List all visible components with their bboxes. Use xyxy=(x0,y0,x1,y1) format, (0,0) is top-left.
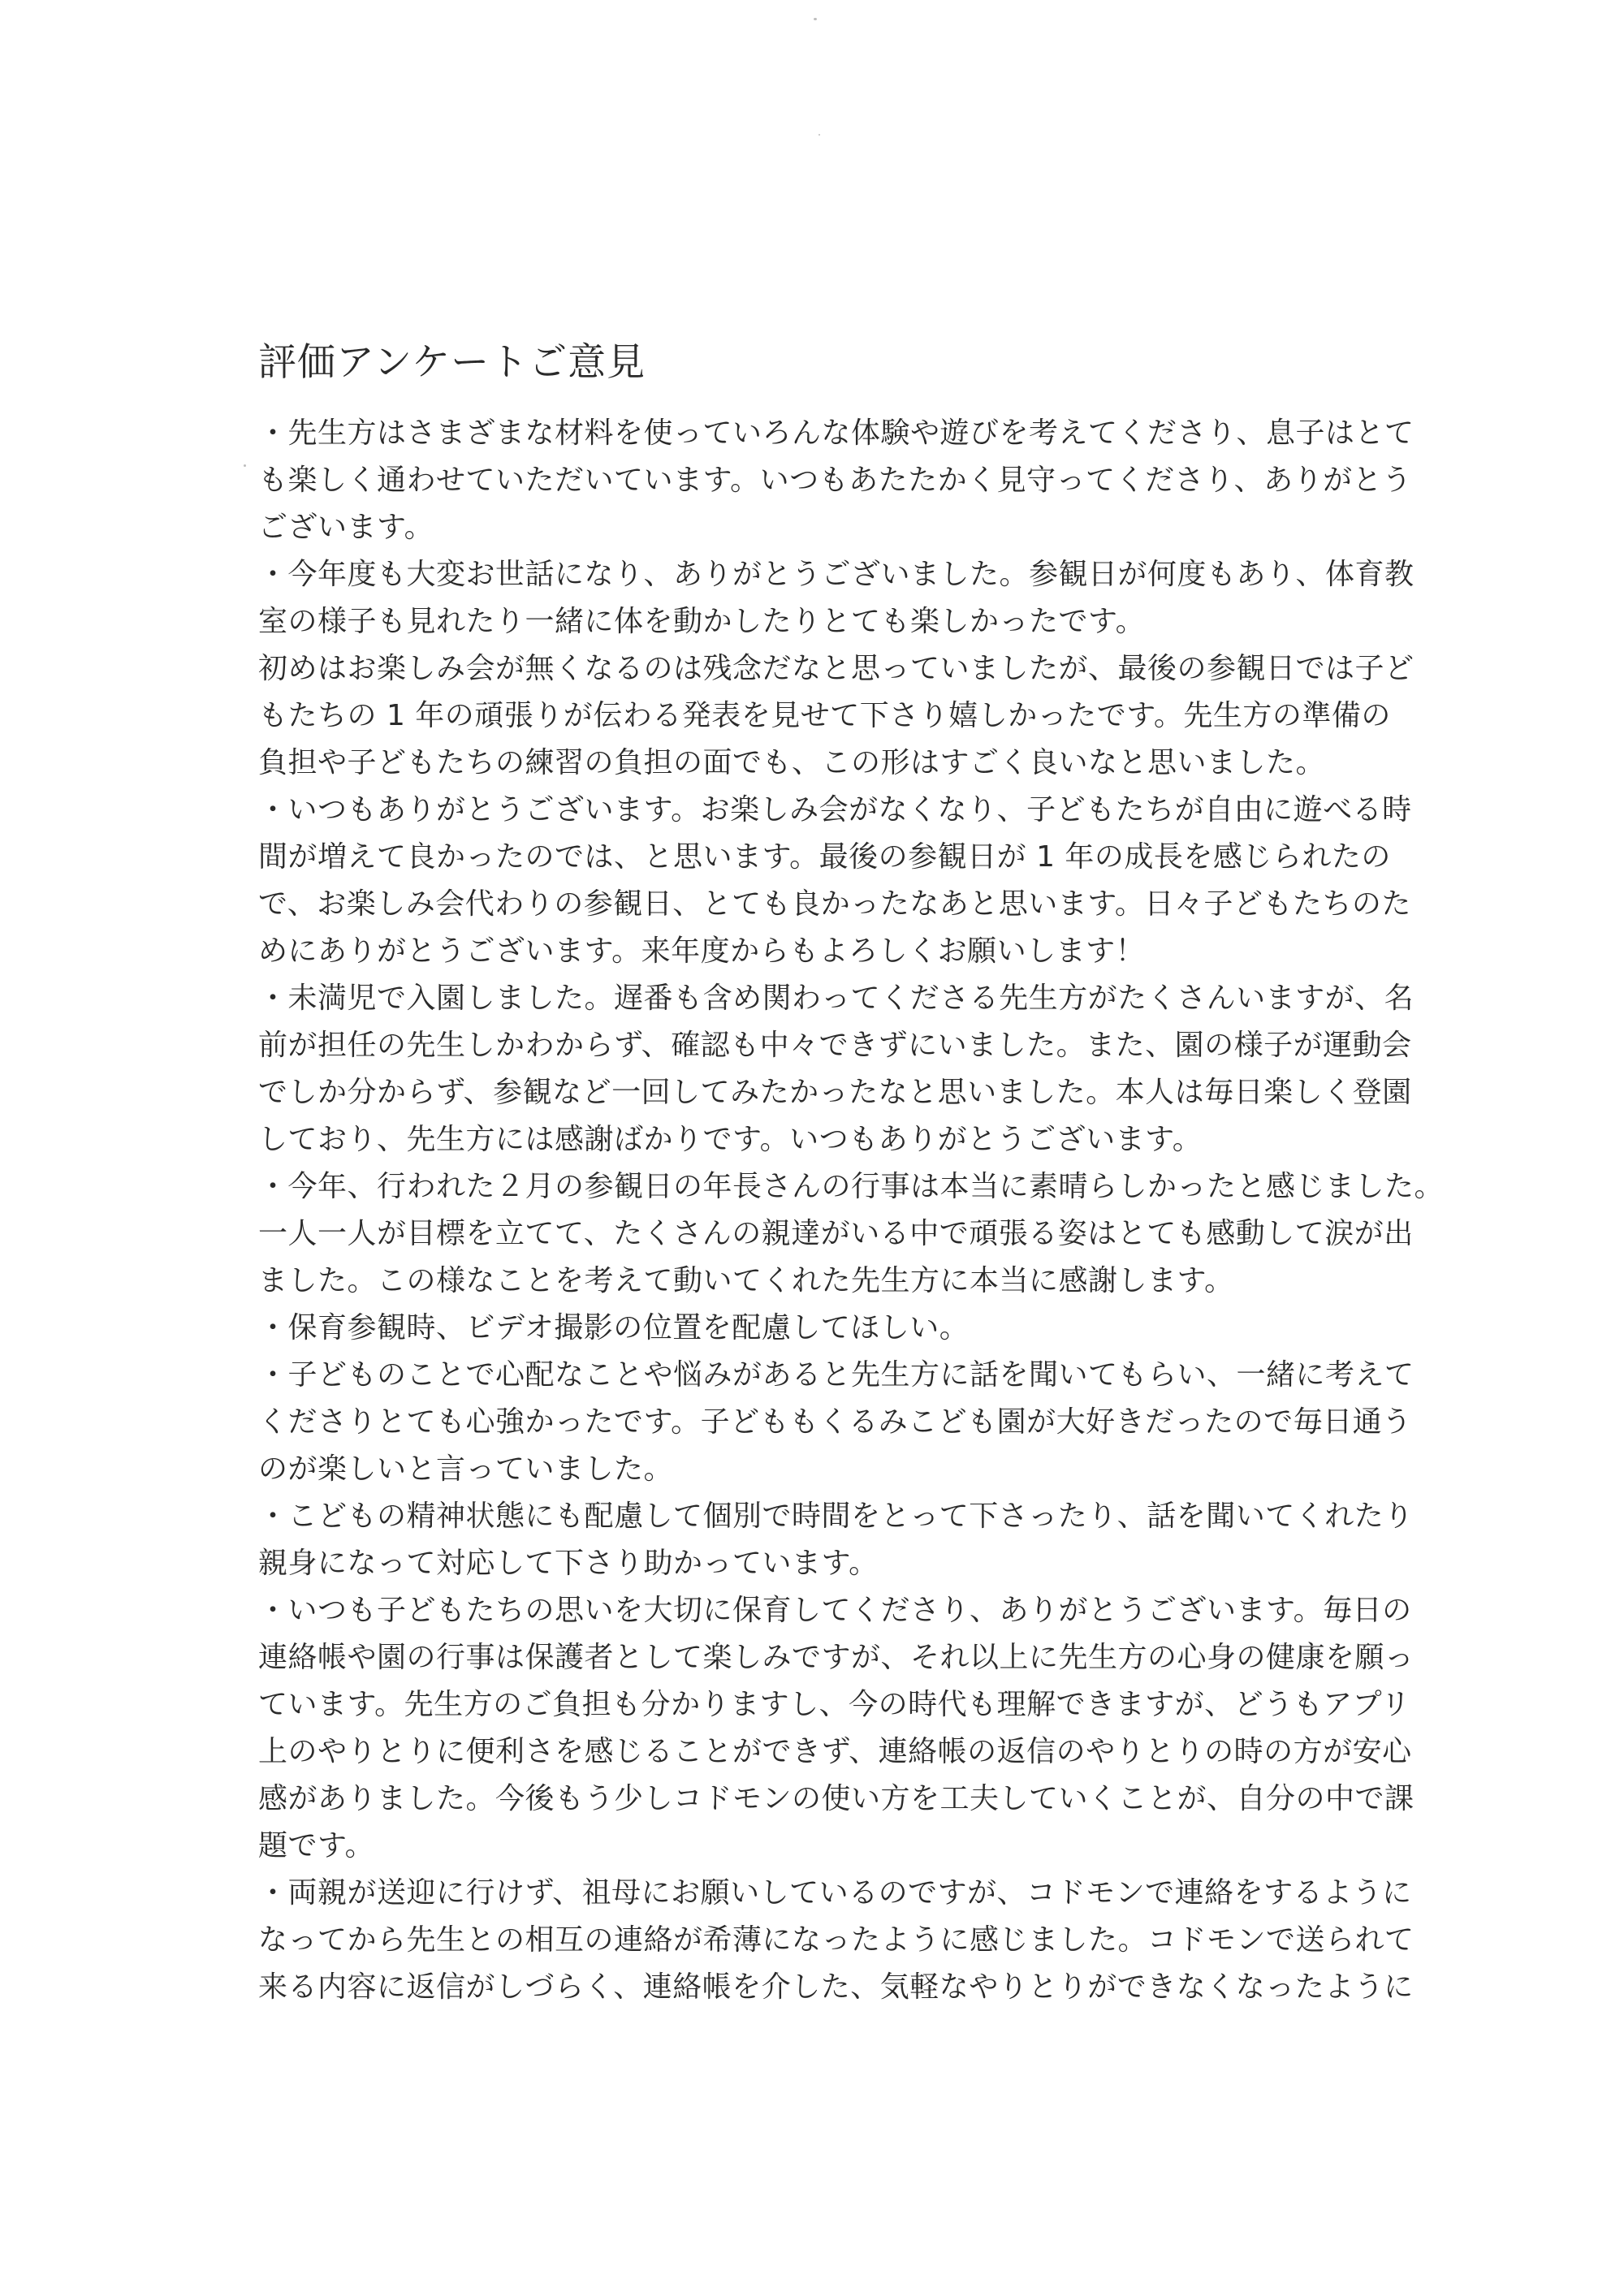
text-line: ・いつもありがとうございます。お楽しみ会がなくなり、子どもたちが自由に遊べる時 xyxy=(258,793,1412,826)
text-line: 一人一人が目標を立てて、たくさんの親達がいる中で頑張る姿はとても感動して涙が出 xyxy=(258,1217,1414,1250)
text-line: で、お楽しみ会代わりの参観日、とても良かったなあと思います。日々子どもたちのた xyxy=(258,887,1411,921)
text-line: ・今年、行われた２月の参観日の年長さんの行事は本当に素晴らしかったと感じました。 xyxy=(258,1170,1445,1203)
text-line: 感がありました。今後もう少しコドモンの使い方を工夫していくことが、自分の中で課 xyxy=(258,1782,1415,1815)
text-line: 連絡帳や園の行事は保護者として楽しみですが、それ以上に先生方の心身の健康を願っ xyxy=(258,1641,1415,1674)
text-line: めにありがとうございます。来年度からもよろしくお願いします！ xyxy=(258,934,1146,968)
text-line: のが楽しいと言っていました。 xyxy=(258,1452,674,1486)
text-line: 初めはお楽しみ会が無くなるのは残念だなと思っていましたが、最後の参観日では子ど xyxy=(258,652,1415,685)
text-line: もたちの 1 年の頑張りが伝わる発表を見せて下さり嬉しかったです。先生方の準備の xyxy=(258,699,1391,732)
text-line: 室の様子も見れたり一緒に体を動かしたりとても楽しかったです。 xyxy=(258,605,1146,638)
text-line: ・保育参観時、ビデオ撮影の位置を配慮してほしい。 xyxy=(258,1311,970,1344)
text-line: なってから先生との相互の連絡が希薄になったように感じました。コドモンで送られて xyxy=(258,1923,1415,1957)
scan-speck xyxy=(814,18,817,20)
text-line: ・先生方はさまざまな材料を使っていろんな体験や遊びを考えてくださり、息子はとて xyxy=(258,416,1415,450)
document-title: 評価アンケートご意見 xyxy=(258,340,646,385)
text-line: でしか分からず、参観など一回してみたかったなと思いました。本人は毎日楽しく登園 xyxy=(258,1076,1412,1109)
text-line: 親身になって対応して下さり助かっています。 xyxy=(258,1547,879,1580)
text-line: ・いつも子どもたちの思いを大切に保育してくださり、ありがとうございます。毎日の xyxy=(258,1594,1412,1627)
scan-speck xyxy=(818,134,820,136)
text-line: ・両親が送迎に行けず、祖母にお願いしているのですが、コドモンで連絡をするように xyxy=(258,1876,1412,1910)
scan-speck xyxy=(244,464,246,467)
text-line: ございます。 xyxy=(258,511,434,544)
text-line: 上のやりとりに便利さを感じることができず、連絡帳の返信のやりとりの時の方が安心 xyxy=(258,1735,1412,1768)
text-line: 題です。 xyxy=(258,1829,375,1862)
text-line: 来る内容に返信がしづらく、連絡帳を介した、気軽なやりとりができなくなったように xyxy=(258,1970,1414,2004)
comments-body xyxy=(258,410,1445,2011)
text-line: ました。この様なことを考えて動いてくれた先生方に本当に感謝します。 xyxy=(258,1264,1234,1297)
text-line: しており、先生方には感謝ばかりです。いつもありがとうございます。 xyxy=(258,1123,1203,1156)
text-line: 間が増えて良かったのでは、と思います。最後の参観日が 1 年の成長を感じられたの xyxy=(258,840,1391,874)
text-line: 負担や子どもたちの練習の負担の面でも、この形はすごく良いなと思いました。 xyxy=(258,746,1326,779)
text-line: くださりとても心強かったです。子どももくるみこども園が大好きだったので毎日通う xyxy=(258,1405,1412,1439)
text-line: ・今年度も大変お世話になり、ありがとうございました。参観日が何度もあり、体育教 xyxy=(258,558,1415,591)
text-line: ・子どものことで心配なことや悩みがあると先生方に話を聞いてもらい、一緒に考えて xyxy=(258,1358,1415,1392)
text-line: ・こどもの精神状態にも配慮して個別で時間をとって下さったり、話を聞いてくれたり xyxy=(258,1500,1414,1533)
text-line: ています。先生方のご負担も分かりますし、今の時代も理解できますが、どうもアプリ xyxy=(258,1688,1411,1721)
text-line: も楽しく通わせていただいています。いつもあたたかく見守ってくださり、ありがとう xyxy=(258,464,1412,497)
text-line: 前が担任の先生しかわからず、確認も中々できずにいました。また、園の様子が運動会 xyxy=(258,1029,1412,1062)
text-line: ・未満児で入園しました。遅番も含め関わってくださる先生方がたくさんいますが、名 xyxy=(258,982,1415,1015)
